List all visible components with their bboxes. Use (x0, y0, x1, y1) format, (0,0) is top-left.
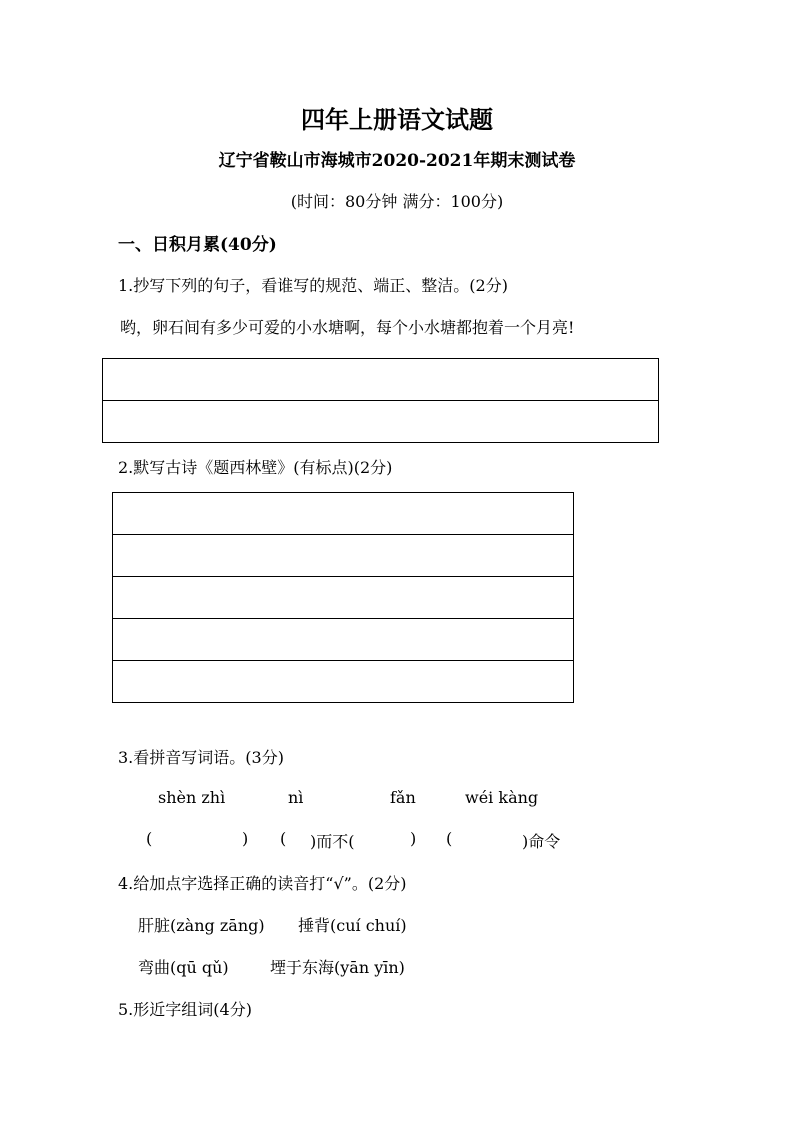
blank-open-1: ( (146, 829, 153, 848)
pinyin-2: nì (288, 788, 304, 807)
question-3-label: 3.看拼音写词语。(3分) (118, 748, 284, 767)
blank-open-2: ( (280, 829, 287, 848)
blank-middle: )而不( (310, 832, 355, 851)
poem-answer-table (112, 492, 574, 703)
answer-line[interactable] (113, 661, 573, 702)
q4-item-3: 弯曲(qū qǔ) (138, 958, 229, 977)
exam-subtitle: 辽宁省鞍山市海城市2020-2021年期末测试卷 (218, 151, 576, 171)
q4-item-1: 肝脏(zàng zāng) (138, 916, 265, 935)
blank-open-3: ( (446, 829, 453, 848)
answer-line[interactable] (113, 493, 573, 535)
page-title: 四年上册语文试题 (301, 105, 493, 134)
blank-end: )命令 (522, 832, 561, 851)
answer-line[interactable] (103, 359, 658, 401)
copy-answer-table (102, 358, 659, 443)
blank-close-2: ) (410, 829, 417, 848)
time-info: (时间：80分钟 满分：100分) (290, 192, 504, 211)
answer-line[interactable] (113, 619, 573, 661)
section-heading: 一、日积月累(40分) (118, 235, 277, 255)
question-5-label: 5.形近字组词(4分) (118, 1000, 252, 1019)
pinyin-1: shèn zhì (158, 788, 226, 807)
q4-item-2: 捶背(cuí chuí) (298, 916, 407, 935)
pinyin-4: wéi kàng (465, 788, 539, 807)
blank-close-1: ) (242, 829, 249, 848)
answer-line[interactable] (103, 401, 658, 442)
answer-line[interactable] (113, 535, 573, 577)
question-2-label: 2.默写古诗《题西林壁》(有标点)(2分) (118, 458, 393, 477)
question-1-label: 1.抄写下列的句子，看谁写的规范、端正、整洁。(2分) (118, 276, 508, 295)
q4-item-4: 堙于东海(yān yīn) (270, 958, 405, 977)
question-1-sentence: 哟，卵石间有多少可爱的小水塘啊，每个小水塘都抱着一个月亮! (120, 318, 575, 337)
pinyin-3: fǎn (390, 788, 416, 807)
question-4-label: 4.给加点字选择正确的读音打“√”。(2分) (118, 874, 407, 893)
answer-line[interactable] (113, 577, 573, 619)
